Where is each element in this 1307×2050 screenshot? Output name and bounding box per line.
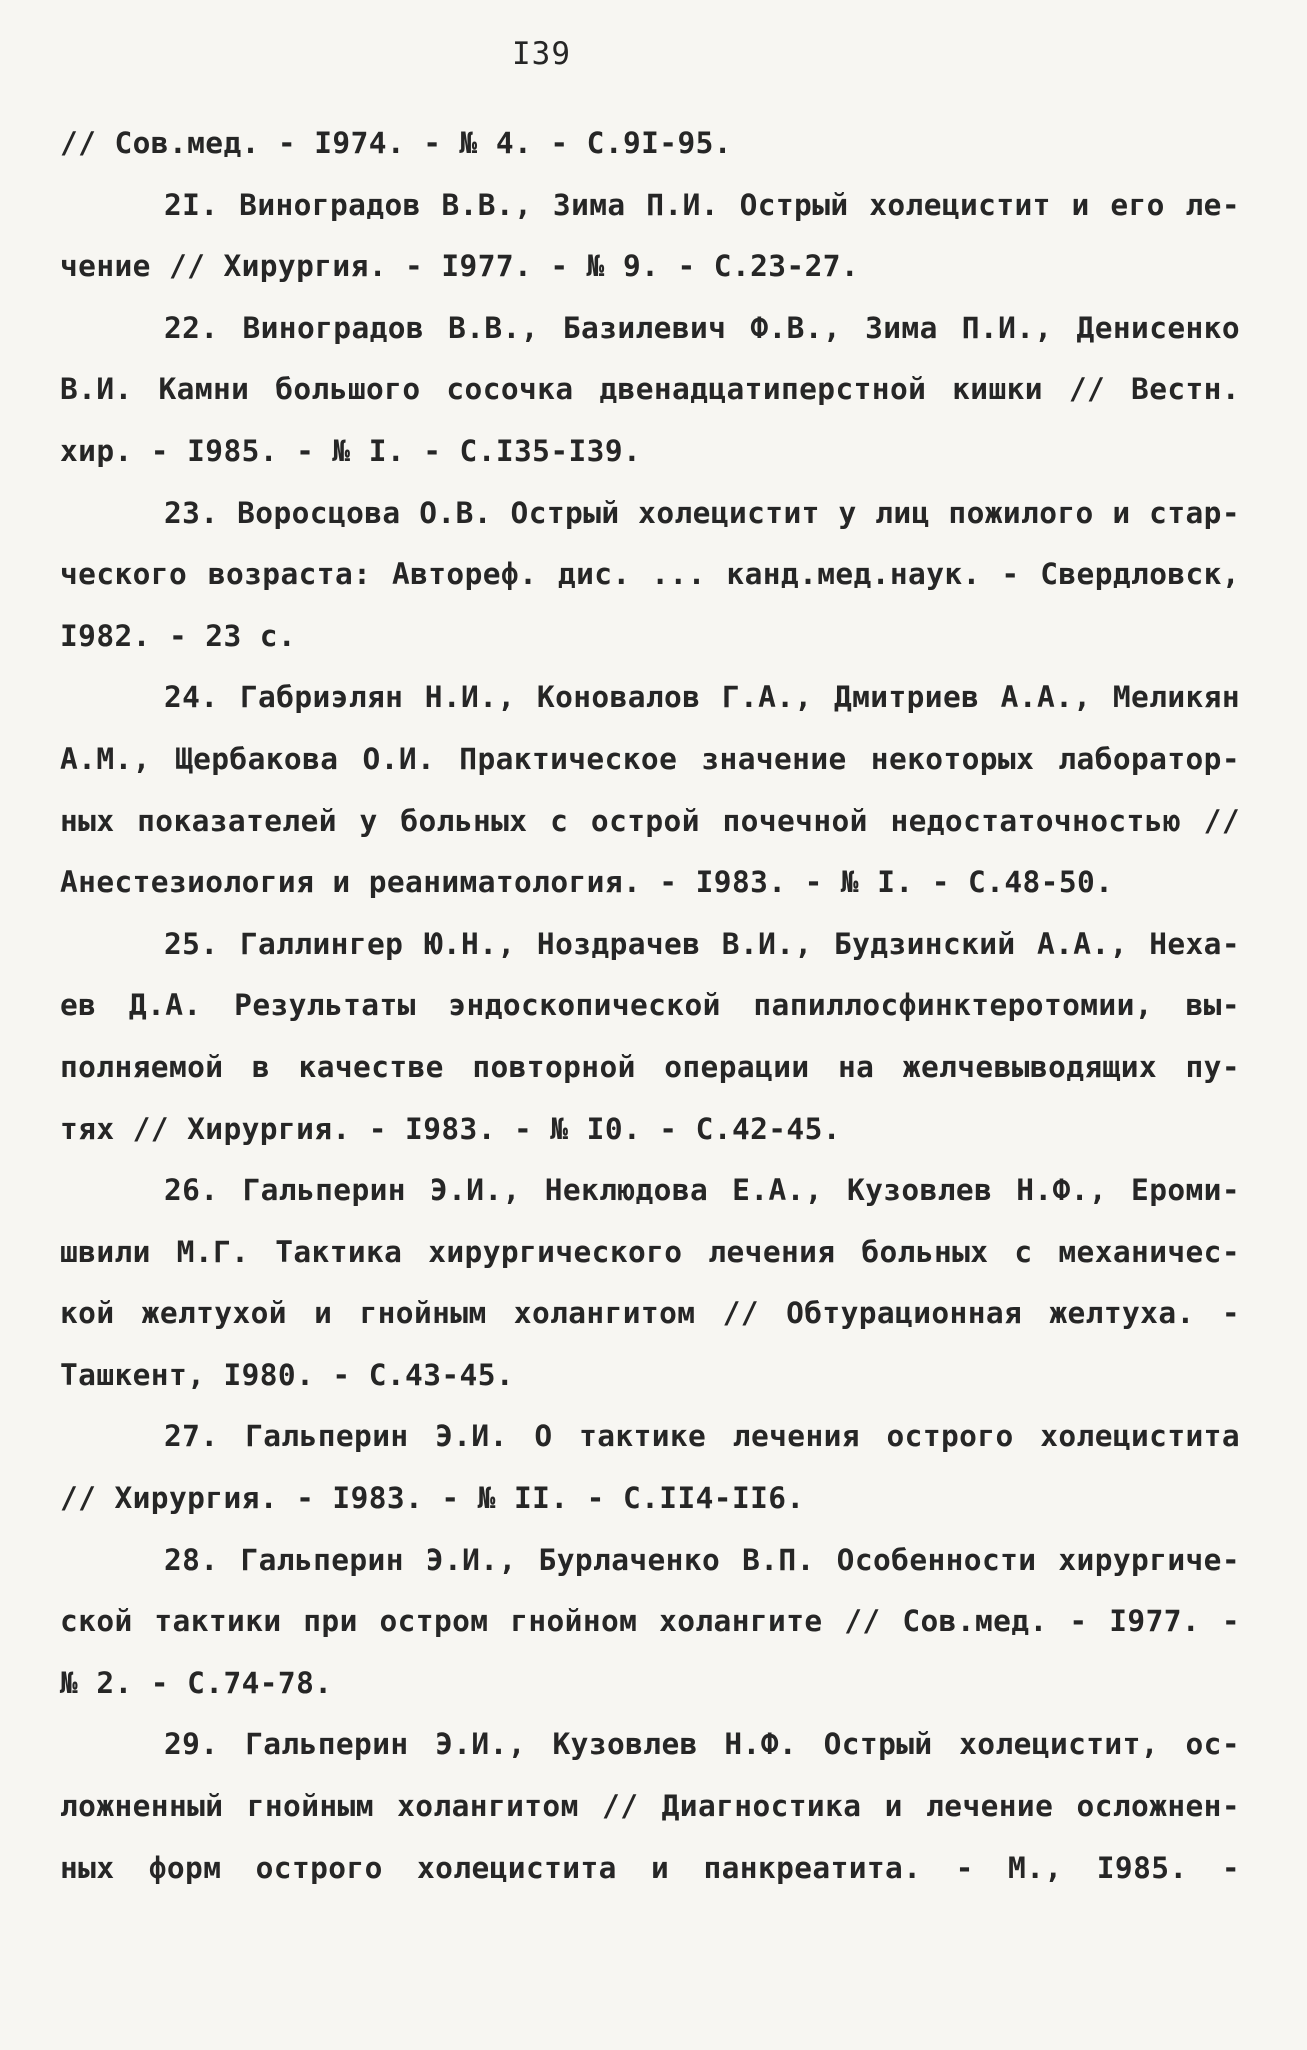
reference-text-line: ев Д.А. Результаты эндоскопической папиллосфинктеротомии, вы- — [60, 988, 1240, 1023]
reference-entry-start-line: 23. Воросцова О.В. Острый холецистит у лиц пожилого и стар- — [164, 495, 1240, 530]
reference-text-line: полняемой в качестве повторной операции на желчевыводящих пу- — [60, 1049, 1240, 1084]
reference-entry-start-line: 22. Виноградов В.В., Базилевич Ф.В., Зима П.И., Денисенко — [164, 310, 1240, 345]
reference-entry-start-line: 25. Галлингер Ю.Н., Ноздрачев В.И., Будзинский А.А., Неха- — [164, 926, 1240, 961]
reference-text-line: № 2. - С.74-78. — [60, 1665, 333, 1700]
reference-text-line: швили М.Г. Тактика хирургического лечения больных с механичес- — [60, 1234, 1240, 1269]
reference-entry-start-line: 29. Гальперин Э.И., Кузовлев Н.Ф. Острый холецистит, ос- — [164, 1727, 1240, 1762]
reference-text-line: // Сов.мед. - I974. - № 4. - С.9I-95. — [60, 126, 732, 160]
reference-text-line: ных показателей у больных с острой почечной недостаточностью // — [60, 803, 1240, 838]
reference-entry-start-line: 27. Гальперин Э.И. О тактике лечения острого холецистита — [164, 1419, 1240, 1454]
reference-text-line: В.И. Камни большого сосочка двенадцатиперстной кишки // Вестн. — [60, 372, 1240, 407]
reference-text-line: А.М., Щербакова О.И. Практическое значение некоторых лаборатор- — [60, 741, 1240, 776]
reference-text-line: ческого возраста: Автореф. дис. ... канд.мед.наук. - Свердловск, — [60, 557, 1240, 592]
reference-entry-start-line: 28. Гальперин Э.И., Бурлаченко В.П. Особенности хирургиче- — [164, 1542, 1240, 1577]
page-number: I39 — [512, 36, 571, 72]
reference-text-line: ных форм острого холецистита и панкреатита. - М., I985. - — [60, 1850, 1240, 1885]
reference-text-line: // Хирургия. - I983. - № II. - С.II4-II6. — [60, 1481, 805, 1516]
reference-text-line: Ташкент, I980. - С.43-45. — [60, 1357, 515, 1392]
reference-text-line: хир. - I985. - № I. - С.I35-I39. — [60, 433, 642, 468]
reference-text-line: Анестезиология и реаниматология. - I983. - № I. - С.48-50. — [60, 865, 1114, 900]
reference-entry-start-line: 24. Габриэлян Н.И., Коновалов Г.А., Дмитриев А.А., Меликян — [164, 680, 1240, 715]
reference-entry-start-line: 26. Гальперин Э.И., Неклюдова Е.А., Кузовлев Н.Ф., Ероми- — [164, 1173, 1240, 1208]
reference-text-line: I982. - 23 с. — [60, 618, 297, 653]
reference-text-line: ской тактики при остром гнойном холангите // Сов.мед. - I977. - — [60, 1604, 1240, 1639]
reference-text-line: чение // Хирургия. - I977. - № 9. - С.23-27. — [60, 249, 860, 284]
bibliography-text — [60, 118, 1240, 1904]
reference-text-line: кой желтухой и гнойным холангитом // Обтурационная желтуха. - — [60, 1296, 1240, 1331]
reference-entry-start-line: 2I. Виноградов В.В., Зима П.И. Острый холецистит и его ле- — [164, 187, 1240, 222]
reference-text-line: ложненный гнойным холангитом // Диагностика и лечение осложнен- — [60, 1789, 1240, 1824]
reference-text-line: тях // Хирургия. - I983. - № I0. - С.42-45. — [60, 1111, 841, 1146]
